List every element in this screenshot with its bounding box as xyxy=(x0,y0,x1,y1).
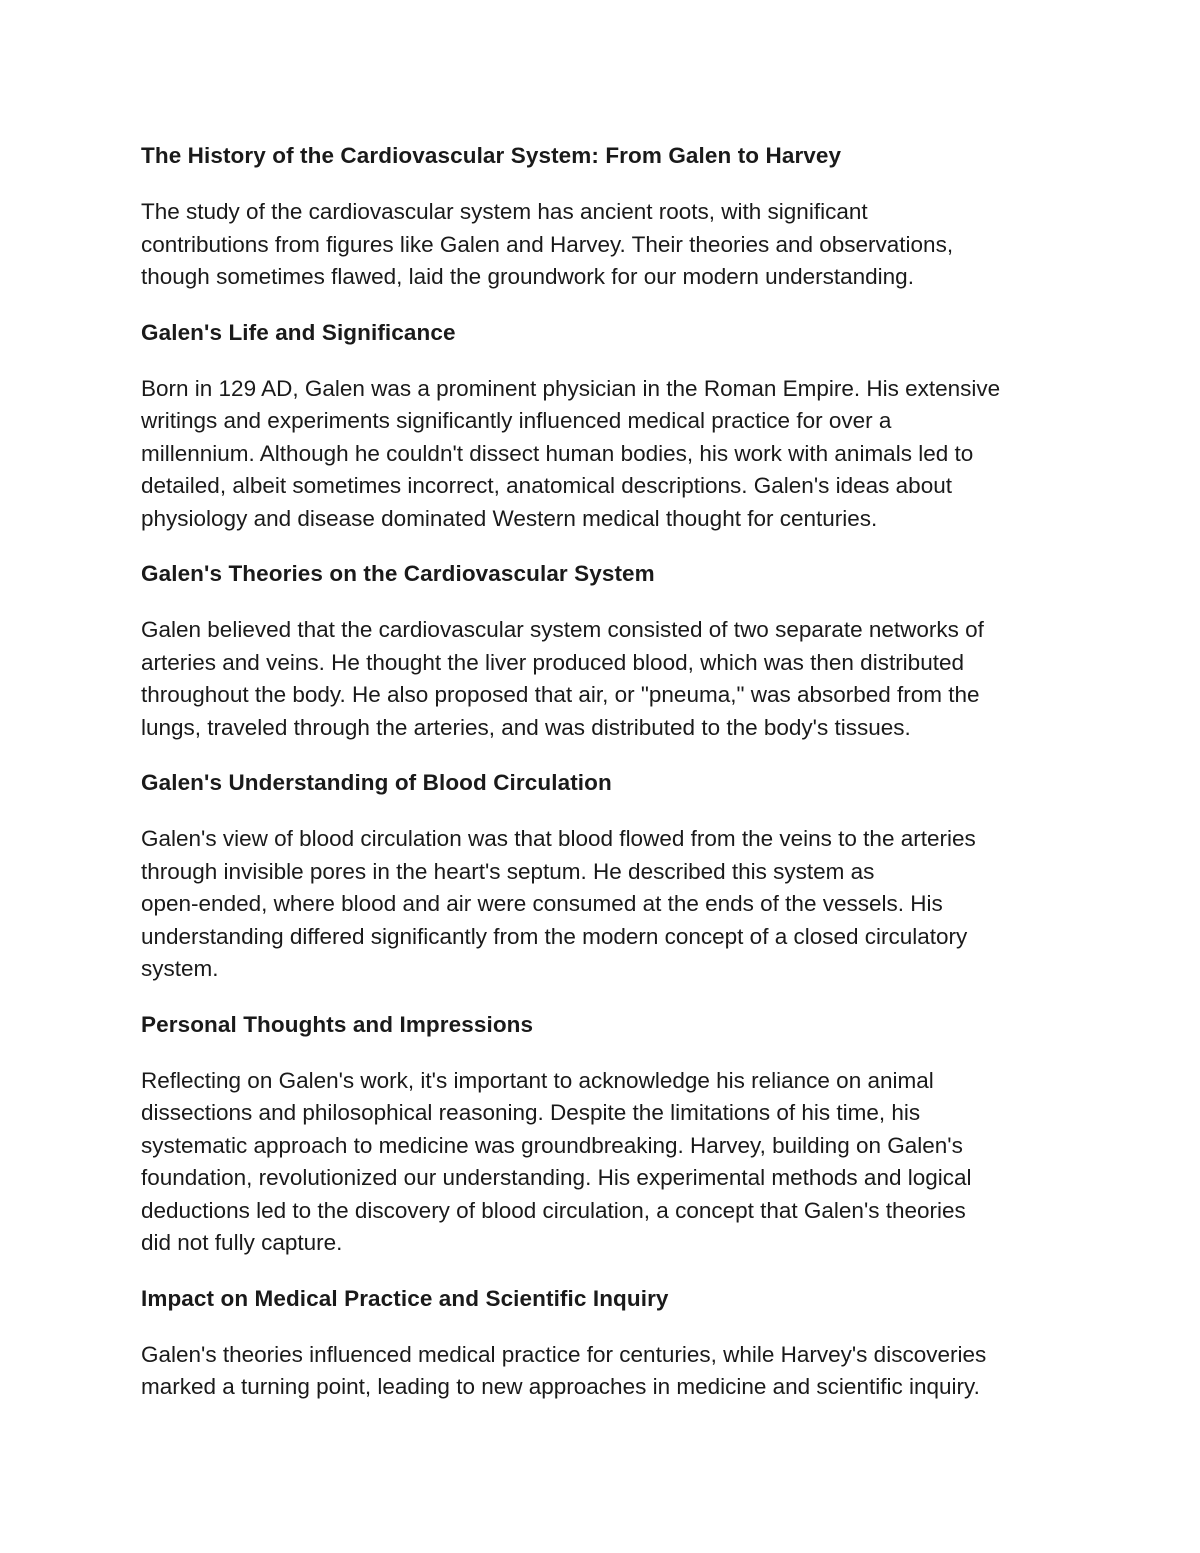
paragraph-line: did not fully capture. xyxy=(141,1230,343,1255)
paragraph-line: The study of the cardiovascular system has ancient roots, with significant xyxy=(141,199,868,224)
paragraph-line: deductions led to the discovery of blood circulation, a concept that Galen's theories xyxy=(141,1197,966,1223)
paragraph-line: systematic approach to medicine was groundbreaking. Harvey, building on Galen's xyxy=(141,1132,963,1158)
section-paragraph-galens-life xyxy=(141,373,1061,536)
paragraph-line: Galen believed that the cardiovascular system consisted of two separate networks of xyxy=(141,617,984,642)
paragraph-line: detailed, albeit sometimes incorrect, anatomical descriptions. Galen's ideas about xyxy=(141,473,952,498)
paragraph-line: through invisible pores in the heart's septum. He described this system as xyxy=(141,858,875,884)
paragraph-line: marked a turning point, leading to new approaches in medicine and scientific inquiry. xyxy=(141,1374,980,1399)
document-body xyxy=(141,140,1061,1427)
paragraph-line: Born in 129 AD, Galen was a prominent physician in the Roman Empire. His extensive xyxy=(141,375,1001,401)
section-heading-blood-circulation: Galen's Understanding of Blood Circulation xyxy=(141,770,612,795)
paragraph-line: Galen's view of blood circulation was that blood flowed from the veins to the arteries xyxy=(141,826,976,851)
paragraph-line: though sometimes flawed, laid the groundwork for our modern understanding. xyxy=(141,264,914,289)
section-paragraph-galens-theories xyxy=(141,614,1061,744)
section-paragraph-personal-thoughts xyxy=(141,1065,1061,1260)
paragraph-line: contributions from figures like Galen and Harvey. Their theories and observations, xyxy=(141,231,954,257)
paragraph-line: foundation, revolutionized our understanding. His experimental methods and logical xyxy=(141,1165,972,1190)
paragraph-line: millennium. Although he couldn't dissect human bodies, his work with animals led to xyxy=(141,440,974,466)
paragraph-line: arteries and veins. He thought the liver produced blood, which was then distributed xyxy=(141,649,964,675)
document-title: The History of the Cardiovascular System: From Galen to Harvey xyxy=(141,143,842,168)
paragraph-line: lungs, traveled through the arteries, and was distributed to the body's tissues. xyxy=(141,714,911,740)
section-heading-personal-thoughts: Personal Thoughts and Impressions xyxy=(141,1011,534,1037)
paragraph-line: writings and experiments significantly influenced medical practice for over a xyxy=(141,408,892,433)
paragraph-line: Reflecting on Galen's work, it's important to acknowledge his reliance on animal xyxy=(141,1067,934,1093)
paragraph-line: physiology and disease dominated Western medical thought for centuries. xyxy=(141,505,878,531)
section-heading-impact: Impact on Medical Practice and Scientific Inquiry xyxy=(141,1285,669,1311)
section-paragraph-impact xyxy=(141,1339,1061,1404)
paragraph-line: system. xyxy=(141,956,219,981)
paragraph-line: understanding differed significantly from the modern concept of a closed circulatory xyxy=(141,923,968,949)
intro-paragraph xyxy=(141,196,1061,294)
paragraph-line: open-ended, where blood and air were consumed at the ends of the vessels. His xyxy=(141,891,943,916)
paragraph-line: throughout the body. He also proposed that air, or "pneuma," was absorbed from the xyxy=(141,682,980,707)
section-heading-galens-life: Galen's Life and Significance xyxy=(141,319,456,345)
section-heading-galens-theories: Galen's Theories on the Cardiovascular System xyxy=(141,561,655,586)
section-paragraph-blood-circulation xyxy=(141,823,1061,986)
paragraph-line: dissections and philosophical reasoning. Despite the limitations of his time, his xyxy=(141,1100,921,1125)
paragraph-line: Galen's theories influenced medical practice for centuries, while Harvey's discoveries xyxy=(141,1341,987,1367)
